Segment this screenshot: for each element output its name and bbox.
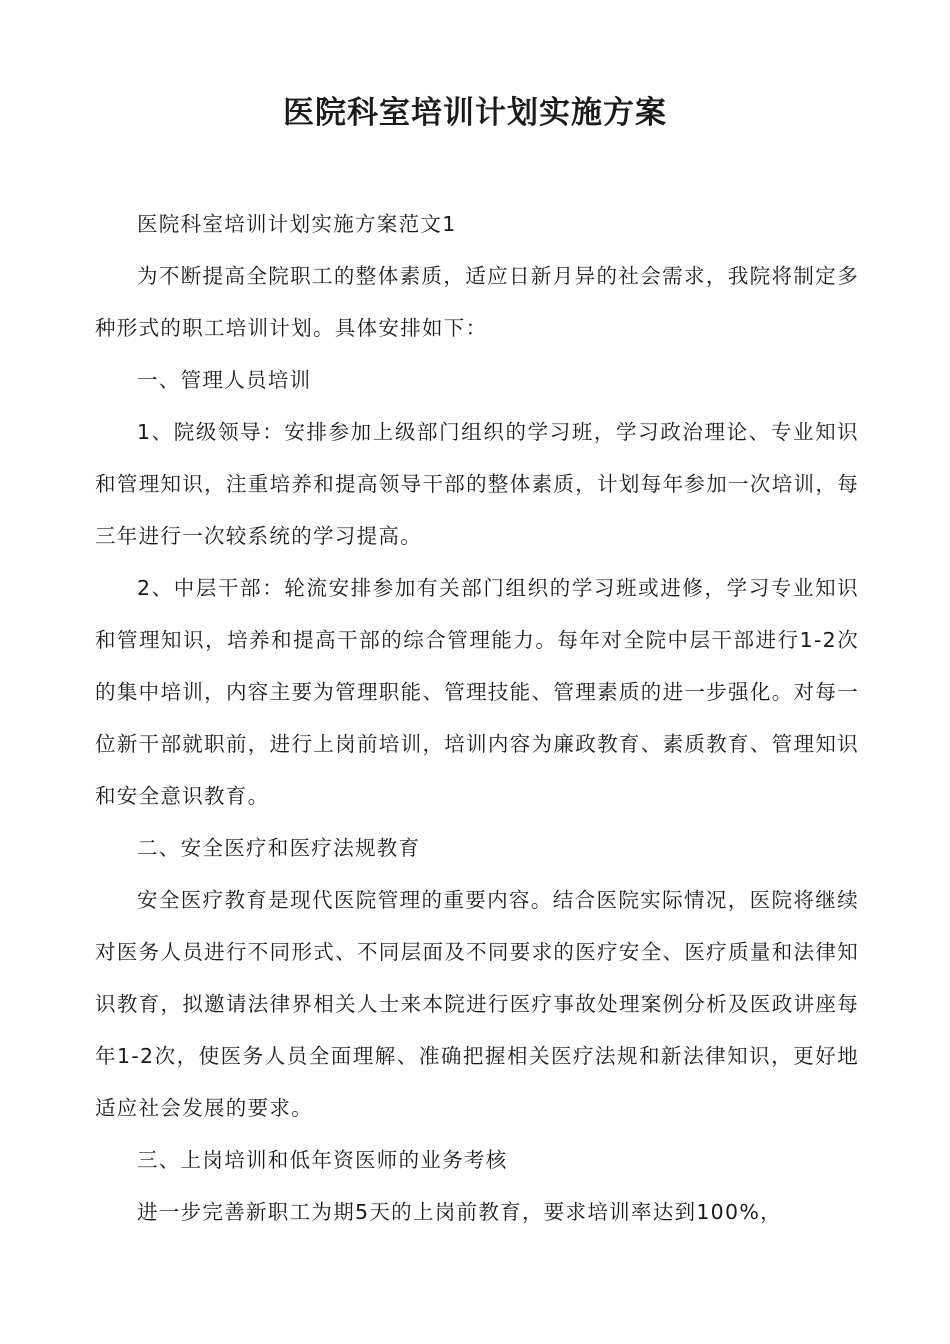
section-heading-safety: 二、安全医疗和医疗法规教育: [137, 836, 421, 860]
section-heading-sample: 医院科室培训计划实施方案范文1: [137, 212, 457, 236]
document-body: [95, 198, 859, 1238]
intro-paragraph: 为不断提高全院职工的整体素质，适应日新月异的社会需求，我院将制定多种形式的职工培训计划。具体安排如下：: [95, 264, 859, 340]
paragraph-safety-education: 安全医疗教育是现代医院管理的重要内容。结合医院实际情况，医院将继续对医务人员进行不同形式、不同层面及不同要求的医疗安全、医疗质量和法律知识教育，拟邀请法律界相关人士来本院进行医疗事故处理案例分析及医政讲座每年1-2次，使医务人员全面理解、准确把握相关医疗法规和新法律知识，更好地适应社会发展的要求。: [95, 888, 859, 1120]
paragraph-middle-cadres: 2、中层干部：轮流安排参加有关部门组织的学习班或进修，学习专业知识和管理知识，培养和提高干部的综合管理能力。每年对全院中层干部进行1-2次的集中培训，内容主要为管理职能、管理技能、管理素质的进一步强化。对每一位新干部就职前，进行上岗前培训，培训内容为廉政教育、素质教育、管理知识和安全意识教育。: [95, 576, 859, 808]
section-heading-onboarding: 三、上岗培训和低年资医师的业务考核: [137, 1148, 508, 1172]
section-heading-management: 一、管理人员培训: [137, 368, 312, 392]
paragraph-onboarding: 进一步完善新职工为期5天的上岗前教育，要求培训率达到100%，: [137, 1200, 782, 1224]
paragraph-hospital-leaders: 1、院级领导：安排参加上级部门组织的学习班，学习政治理论、专业知识和管理知识，注重培养和提高领导干部的整体素质，计划每年参加一次培训，每三年进行一次较系统的学习提高。: [95, 420, 859, 548]
document-title: 医院科室培训计划实施方案: [283, 95, 667, 131]
